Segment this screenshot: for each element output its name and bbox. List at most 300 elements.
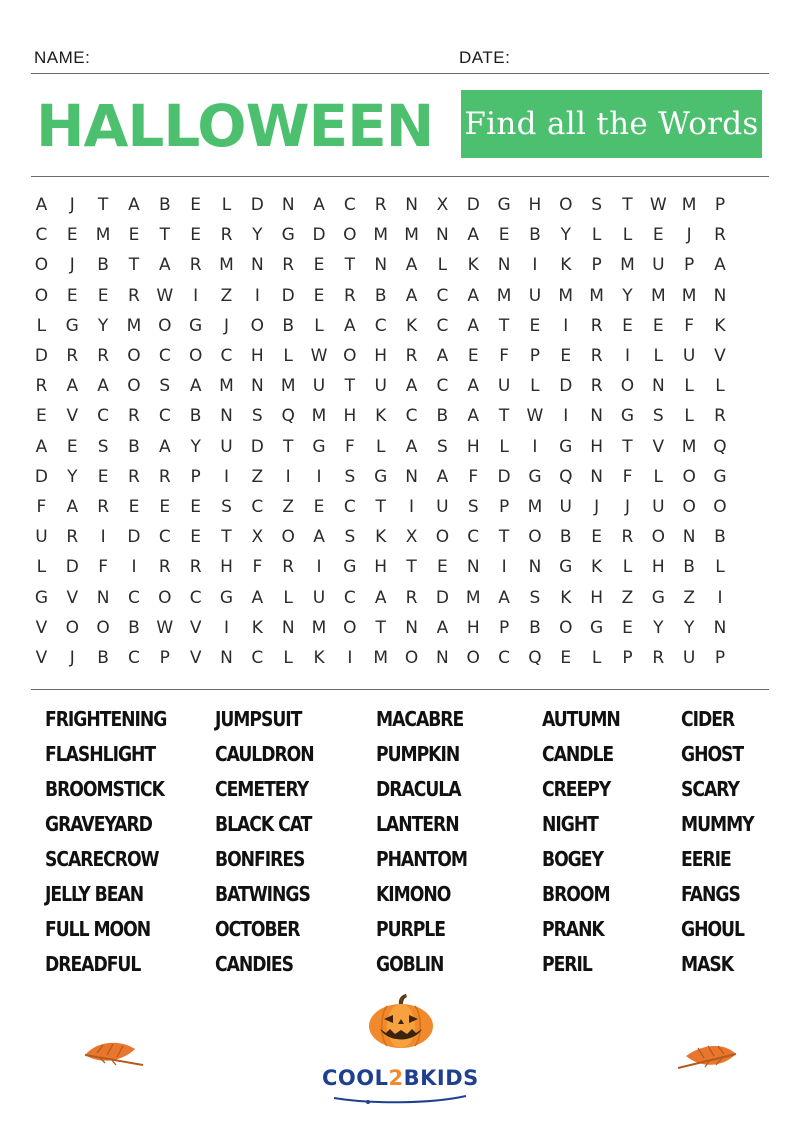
grid-letter[interactable]: K (591, 557, 603, 578)
grid-letter[interactable]: R (621, 527, 634, 548)
grid-letter[interactable]: N (713, 617, 727, 638)
grid-letter[interactable]: O (559, 617, 573, 638)
grid-letter[interactable]: L (653, 466, 664, 487)
grid-letter[interactable]: D (281, 285, 295, 306)
grid-letter[interactable]: O (127, 376, 141, 397)
grid-letter[interactable]: J (223, 315, 229, 336)
grid-letter[interactable]: E (190, 225, 202, 246)
grid-letter[interactable]: B (189, 406, 202, 427)
grid-letter[interactable]: E (437, 557, 448, 578)
grid-letter[interactable]: J (624, 496, 630, 517)
grid-letter[interactable]: E (36, 406, 47, 427)
grid-letter[interactable]: R (590, 346, 603, 367)
grid-letter[interactable]: O (435, 527, 450, 548)
grid-letter[interactable]: R (405, 346, 418, 367)
grid-letter[interactable]: E (622, 315, 633, 336)
grid-letter[interactable]: L (283, 647, 293, 668)
grid-letter[interactable]: M (219, 376, 234, 397)
grid-letter[interactable]: R (97, 496, 110, 517)
grid-letter[interactable]: N (651, 376, 665, 397)
grid-letter[interactable]: E (498, 225, 510, 246)
grid-letter[interactable]: N (250, 255, 264, 276)
grid-letter[interactable]: A (313, 195, 325, 216)
grid-letter[interactable]: R (128, 466, 140, 487)
grid-letter[interactable]: E (190, 496, 202, 517)
grid-letter[interactable]: A (714, 255, 726, 276)
grid-letter[interactable]: O (343, 346, 357, 367)
grid-letter[interactable]: O (682, 496, 696, 517)
grid-letter[interactable]: C (128, 647, 140, 668)
grid-letter[interactable]: M (681, 195, 697, 216)
grid-letter[interactable]: A (405, 436, 418, 457)
grid-letter[interactable]: Z (220, 285, 233, 306)
grid-letter[interactable]: P (190, 466, 201, 487)
grid-letter[interactable]: M (219, 255, 234, 276)
grid-letter[interactable]: C (220, 346, 233, 367)
grid-letter[interactable]: M (95, 225, 111, 246)
grid-letter[interactable]: P (714, 195, 726, 216)
grid-letter[interactable]: Z (683, 587, 695, 608)
grid-letter[interactable]: N (405, 466, 418, 487)
grid-letter[interactable]: M (373, 225, 389, 246)
grid-letter[interactable]: O (620, 376, 635, 397)
grid-letter[interactable]: O (158, 587, 172, 608)
grid-letter[interactable]: M (681, 436, 697, 457)
grid-letter[interactable]: H (590, 587, 603, 608)
grid-letter[interactable]: P (498, 617, 510, 638)
grid-letter[interactable]: V (35, 617, 48, 638)
grid-letter[interactable]: T (622, 436, 633, 457)
grid-letter[interactable]: Y (560, 225, 571, 246)
grid-letter[interactable]: A (344, 315, 356, 336)
grid-letter[interactable]: C (158, 346, 171, 367)
grid-letter[interactable]: A (374, 587, 387, 608)
grid-letter[interactable]: M (280, 376, 296, 397)
grid-letter[interactable]: K (560, 587, 572, 608)
grid-letter[interactable]: B (97, 255, 109, 276)
grid-letter[interactable]: S (344, 466, 356, 487)
grid-letter[interactable]: O (651, 527, 665, 548)
grid-letter[interactable]: T (344, 376, 356, 397)
grid-letter[interactable]: M (681, 285, 697, 306)
grid-letter[interactable]: C (189, 587, 202, 608)
grid-letter[interactable]: U (682, 647, 696, 668)
grid-letter[interactable]: P (159, 647, 170, 668)
grid-letter[interactable]: H (651, 557, 665, 578)
grid-letter[interactable]: L (591, 225, 602, 246)
grid-letter[interactable]: U (497, 376, 511, 397)
grid-letter[interactable]: N (436, 225, 449, 246)
grid-letter[interactable]: E (313, 285, 325, 306)
grid-letter[interactable]: E (560, 647, 572, 668)
grid-letter[interactable]: E (467, 346, 479, 367)
grid-letter[interactable]: K (714, 315, 726, 336)
grid-letter[interactable]: B (158, 195, 171, 216)
grid-letter[interactable]: A (35, 195, 48, 216)
grid-letter[interactable]: T (97, 195, 109, 216)
grid-letter[interactable]: R (220, 225, 233, 246)
grid-letter[interactable]: I (193, 285, 199, 306)
grid-letter[interactable]: L (530, 376, 540, 397)
grid-letter[interactable]: R (158, 466, 171, 487)
grid-letter[interactable]: R (282, 557, 295, 578)
grid-letter[interactable]: M (311, 406, 327, 427)
grid-letter[interactable]: G (281, 225, 295, 246)
grid-letter[interactable]: I (532, 436, 538, 457)
grid-letter[interactable]: H (590, 436, 603, 457)
grid-letter[interactable]: N (590, 406, 603, 427)
grid-letter[interactable]: B (128, 617, 140, 638)
grid-letter[interactable]: C (374, 315, 387, 336)
grid-letter[interactable]: N (497, 255, 511, 276)
grid-letter[interactable]: N (281, 617, 295, 638)
grid-letter[interactable]: G (620, 406, 635, 427)
grid-letter[interactable]: L (437, 255, 448, 276)
grid-letter[interactable]: U (312, 376, 326, 397)
grid-letter[interactable]: M (527, 496, 543, 517)
grid-letter[interactable]: N (405, 195, 418, 216)
grid-letter[interactable]: U (374, 376, 387, 397)
grid-letter[interactable]: C (467, 527, 480, 548)
grid-letter[interactable]: W (156, 285, 174, 306)
grid-letter[interactable]: D (250, 436, 264, 457)
grid-letter[interactable]: G (65, 315, 79, 336)
grid-letter[interactable]: B (128, 436, 140, 457)
grid-letter[interactable]: O (404, 647, 419, 668)
grid-letter[interactable]: M (496, 285, 512, 306)
grid-letter[interactable]: C (251, 496, 264, 517)
grid-letter[interactable]: R (590, 315, 603, 336)
grid-letter[interactable]: G (559, 557, 573, 578)
grid-letter[interactable]: D (65, 557, 79, 578)
grid-letter[interactable]: N (220, 406, 233, 427)
grid-letter[interactable]: O (250, 315, 265, 336)
grid-letter[interactable]: A (436, 346, 449, 367)
grid-letter[interactable]: D (34, 346, 48, 367)
grid-letter[interactable]: E (313, 496, 325, 517)
grid-letter[interactable]: D (435, 587, 449, 608)
grid-letter[interactable]: C (35, 225, 48, 246)
grid-letter[interactable]: C (343, 587, 356, 608)
grid-letter[interactable]: E (66, 225, 78, 246)
grid-letter[interactable]: Y (190, 436, 201, 457)
grid-letter[interactable]: M (558, 285, 574, 306)
grid-letter[interactable]: G (343, 557, 357, 578)
grid-letter[interactable]: O (65, 617, 79, 638)
grid-letter[interactable]: S (652, 406, 664, 427)
grid-letter[interactable]: Z (282, 496, 294, 517)
grid-letter[interactable]: V (714, 346, 726, 367)
grid-letter[interactable]: I (347, 647, 353, 668)
grid-letter[interactable]: L (499, 436, 509, 457)
grid-letter[interactable]: W (649, 195, 667, 216)
grid-letter[interactable]: N (436, 647, 449, 668)
grid-letter[interactable]: G (374, 466, 388, 487)
grid-letter[interactable]: J (69, 255, 75, 276)
grid-letter[interactable]: F (468, 466, 479, 487)
grid-letter[interactable]: B (714, 527, 726, 548)
grid-letter[interactable]: U (652, 255, 665, 276)
grid-letter[interactable]: Q (528, 647, 542, 668)
grid-letter[interactable]: N (528, 557, 542, 578)
grid-letter[interactable]: P (622, 647, 633, 668)
grid-letter[interactable]: U (220, 436, 233, 457)
grid-letter[interactable]: J (686, 225, 692, 246)
grid-letter[interactable]: M (373, 647, 389, 668)
grid-letter[interactable]: O (34, 255, 49, 276)
grid-letter[interactable]: I (563, 406, 569, 427)
grid-letter[interactable]: E (560, 346, 572, 367)
grid-letter[interactable]: L (653, 346, 664, 367)
grid-letter[interactable]: C (436, 376, 449, 397)
grid-letter[interactable]: C (158, 406, 171, 427)
grid-letter[interactable]: H (374, 346, 388, 367)
grid-letter[interactable]: R (66, 527, 79, 548)
grid-letter[interactable]: X (251, 527, 264, 548)
grid-letter[interactable]: M (126, 315, 142, 336)
grid-letter[interactable]: O (713, 496, 727, 517)
grid-letter[interactable]: I (316, 466, 322, 487)
grid-letter[interactable]: G (312, 436, 326, 457)
grid-letter[interactable]: S (467, 496, 479, 517)
grid-letter[interactable]: T (282, 436, 294, 457)
grid-letter[interactable]: R (189, 255, 202, 276)
grid-letter[interactable]: Y (97, 315, 109, 336)
grid-letter[interactable]: I (223, 617, 229, 638)
grid-letter[interactable]: R (405, 587, 418, 608)
grid-letter[interactable]: O (343, 225, 357, 246)
grid-letter[interactable]: G (713, 466, 727, 487)
grid-letter[interactable]: T (159, 225, 170, 246)
grid-letter[interactable]: H (466, 436, 480, 457)
grid-letter[interactable]: O (188, 346, 203, 367)
grid-letter[interactable]: H (250, 346, 264, 367)
grid-letter[interactable]: I (316, 557, 322, 578)
grid-letter[interactable]: N (96, 587, 110, 608)
grid-letter[interactable]: A (405, 376, 418, 397)
grid-letter[interactable]: L (283, 346, 293, 367)
grid-letter[interactable]: A (467, 406, 480, 427)
grid-letter[interactable]: E (190, 527, 202, 548)
grid-letter[interactable]: N (590, 466, 603, 487)
grid-letter[interactable]: C (343, 496, 356, 517)
grid-letter[interactable]: L (36, 557, 47, 578)
grid-letter[interactable]: U (312, 587, 326, 608)
grid-letter[interactable]: G (34, 587, 49, 608)
grid-letter[interactable]: S (529, 587, 541, 608)
grid-letter[interactable]: H (528, 195, 542, 216)
grid-letter[interactable]: J (594, 496, 600, 517)
grid-letter[interactable]: E (97, 285, 109, 306)
grid-letter[interactable]: N (250, 376, 264, 397)
grid-letter[interactable]: B (683, 557, 695, 578)
grid-letter[interactable]: K (313, 647, 325, 668)
grid-letter[interactable]: D (466, 195, 480, 216)
grid-letter[interactable]: L (36, 315, 47, 336)
grid-letter[interactable]: T (344, 255, 356, 276)
grid-letter[interactable]: I (532, 255, 538, 276)
grid-letter[interactable]: J (69, 195, 75, 216)
grid-letter[interactable]: H (374, 557, 388, 578)
grid-letter[interactable]: R (97, 346, 110, 367)
grid-letter[interactable]: M (465, 587, 481, 608)
grid-letter[interactable]: X (436, 195, 449, 216)
grid-letter[interactable]: H (220, 557, 233, 578)
grid-letter[interactable]: E (591, 527, 602, 548)
grid-letter[interactable]: O (158, 315, 172, 336)
grid-letter[interactable]: X (405, 527, 418, 548)
grid-letter[interactable]: A (498, 587, 510, 608)
grid-letter[interactable]: D (250, 195, 264, 216)
grid-letter[interactable]: E (159, 496, 171, 517)
grid-letter[interactable]: L (684, 406, 694, 427)
grid-letter[interactable]: B (282, 315, 294, 336)
grid-letter[interactable]: F (36, 496, 47, 517)
grid-letter[interactable]: P (714, 647, 726, 668)
grid-letter[interactable]: D (312, 225, 326, 246)
grid-letter[interactable]: E (128, 496, 140, 517)
grid-letter[interactable]: O (127, 346, 141, 367)
grid-letter[interactable]: O (559, 195, 573, 216)
grid-letter[interactable]: G (497, 195, 511, 216)
grid-letter[interactable]: K (375, 527, 387, 548)
grid-letter[interactable]: B (559, 527, 572, 548)
grid-letter[interactable]: V (652, 436, 665, 457)
grid-letter[interactable]: O (34, 285, 49, 306)
grid-letter[interactable]: L (622, 557, 633, 578)
grid-letter[interactable]: G (651, 587, 665, 608)
grid-letter[interactable]: C (343, 195, 356, 216)
grid-letter[interactable]: I (563, 315, 569, 336)
word-search-grid[interactable] (26, 190, 735, 673)
grid-letter[interactable]: S (251, 406, 263, 427)
grid-letter[interactable]: R (35, 376, 48, 397)
grid-letter[interactable]: N (220, 647, 233, 668)
grid-letter[interactable]: R (652, 647, 665, 668)
grid-letter[interactable]: K (560, 255, 572, 276)
grid-letter[interactable]: T (375, 496, 386, 517)
grid-letter[interactable]: S (221, 496, 232, 517)
grid-letter[interactable]: M (620, 255, 635, 276)
grid-letter[interactable]: Q (713, 436, 727, 457)
grid-letter[interactable]: S (97, 436, 109, 457)
grid-letter[interactable]: A (128, 195, 140, 216)
grid-letter[interactable]: H (343, 406, 357, 427)
grid-letter[interactable]: V (189, 647, 202, 668)
grid-letter[interactable]: U (652, 496, 665, 517)
grid-letter[interactable]: N (713, 285, 727, 306)
grid-letter[interactable]: A (467, 315, 480, 336)
grid-letter[interactable]: F (622, 466, 633, 487)
grid-letter[interactable]: G (559, 436, 573, 457)
grid-letter[interactable]: L (591, 647, 602, 668)
grid-letter[interactable]: R (714, 225, 726, 246)
grid-letter[interactable]: E (66, 436, 78, 457)
grid-letter[interactable]: A (66, 376, 79, 397)
grid-letter[interactable]: L (283, 587, 293, 608)
grid-letter[interactable]: G (528, 466, 542, 487)
grid-letter[interactable]: U (682, 346, 696, 367)
grid-letter[interactable]: D (127, 527, 141, 548)
grid-letter[interactable]: V (35, 647, 48, 668)
grid-letter[interactable]: Q (559, 466, 573, 487)
grid-letter[interactable]: A (66, 496, 79, 517)
grid-letter[interactable]: C (498, 647, 511, 668)
grid-letter[interactable]: E (97, 466, 109, 487)
grid-letter[interactable]: Y (653, 617, 664, 638)
grid-letter[interactable]: E (190, 195, 202, 216)
grid-letter[interactable]: N (281, 195, 295, 216)
grid-letter[interactable]: E (313, 255, 325, 276)
grid-letter[interactable]: M (589, 285, 604, 306)
grid-letter[interactable]: A (436, 617, 449, 638)
grid-letter[interactable]: I (717, 587, 723, 608)
grid-letter[interactable]: E (652, 315, 664, 336)
grid-letter[interactable]: V (66, 587, 79, 608)
grid-letter[interactable]: O (281, 527, 295, 548)
grid-letter[interactable]: W (310, 346, 328, 367)
grid-letter[interactable]: U (559, 496, 572, 517)
grid-letter[interactable]: C (436, 285, 449, 306)
grid-letter[interactable]: K (251, 617, 263, 638)
grid-letter[interactable]: O (96, 617, 110, 638)
grid-letter[interactable]: A (405, 255, 418, 276)
grid-letter[interactable]: W (156, 617, 174, 638)
grid-letter[interactable]: B (529, 225, 541, 246)
grid-letter[interactable]: A (436, 466, 449, 487)
grid-letter[interactable]: A (158, 255, 171, 276)
grid-letter[interactable]: R (158, 557, 171, 578)
grid-letter[interactable]: R (714, 406, 726, 427)
grid-letter[interactable]: R (343, 285, 356, 306)
grid-letter[interactable]: G (590, 617, 604, 638)
grid-letter[interactable]: B (374, 285, 387, 306)
grid-letter[interactable]: B (529, 617, 541, 638)
grid-letter[interactable]: C (97, 406, 110, 427)
grid-letter[interactable]: S (591, 195, 602, 216)
grid-letter[interactable]: E (652, 225, 664, 246)
grid-letter[interactable]: Q (281, 406, 295, 427)
grid-letter[interactable]: L (375, 436, 386, 457)
grid-letter[interactable]: A (467, 225, 480, 246)
grid-letter[interactable]: P (498, 496, 510, 517)
grid-letter[interactable]: C (405, 406, 418, 427)
grid-letter[interactable]: R (590, 376, 603, 397)
grid-letter[interactable]: N (405, 617, 418, 638)
grid-letter[interactable]: I (131, 557, 137, 578)
grid-letter[interactable]: C (158, 527, 171, 548)
grid-letter[interactable]: F (252, 557, 263, 578)
grid-letter[interactable]: T (498, 315, 510, 336)
grid-letter[interactable]: R (282, 255, 295, 276)
grid-letter[interactable]: O (466, 647, 480, 668)
grid-letter[interactable]: O (528, 527, 542, 548)
grid-letter[interactable]: H (466, 617, 480, 638)
grid-letter[interactable]: F (499, 346, 509, 367)
grid-letter[interactable]: K (375, 406, 387, 427)
grid-letter[interactable]: J (69, 647, 75, 668)
grid-letter[interactable]: S (344, 527, 356, 548)
grid-letter[interactable]: L (715, 376, 725, 397)
grid-letter[interactable]: U (35, 527, 48, 548)
grid-letter[interactable]: I (624, 346, 630, 367)
grid-letter[interactable]: A (405, 285, 418, 306)
grid-letter[interactable]: T (622, 195, 633, 216)
grid-letter[interactable]: E (66, 285, 78, 306)
grid-letter[interactable]: F (98, 557, 108, 578)
grid-letter[interactable]: U (528, 285, 542, 306)
grid-letter[interactable]: D (497, 466, 511, 487)
